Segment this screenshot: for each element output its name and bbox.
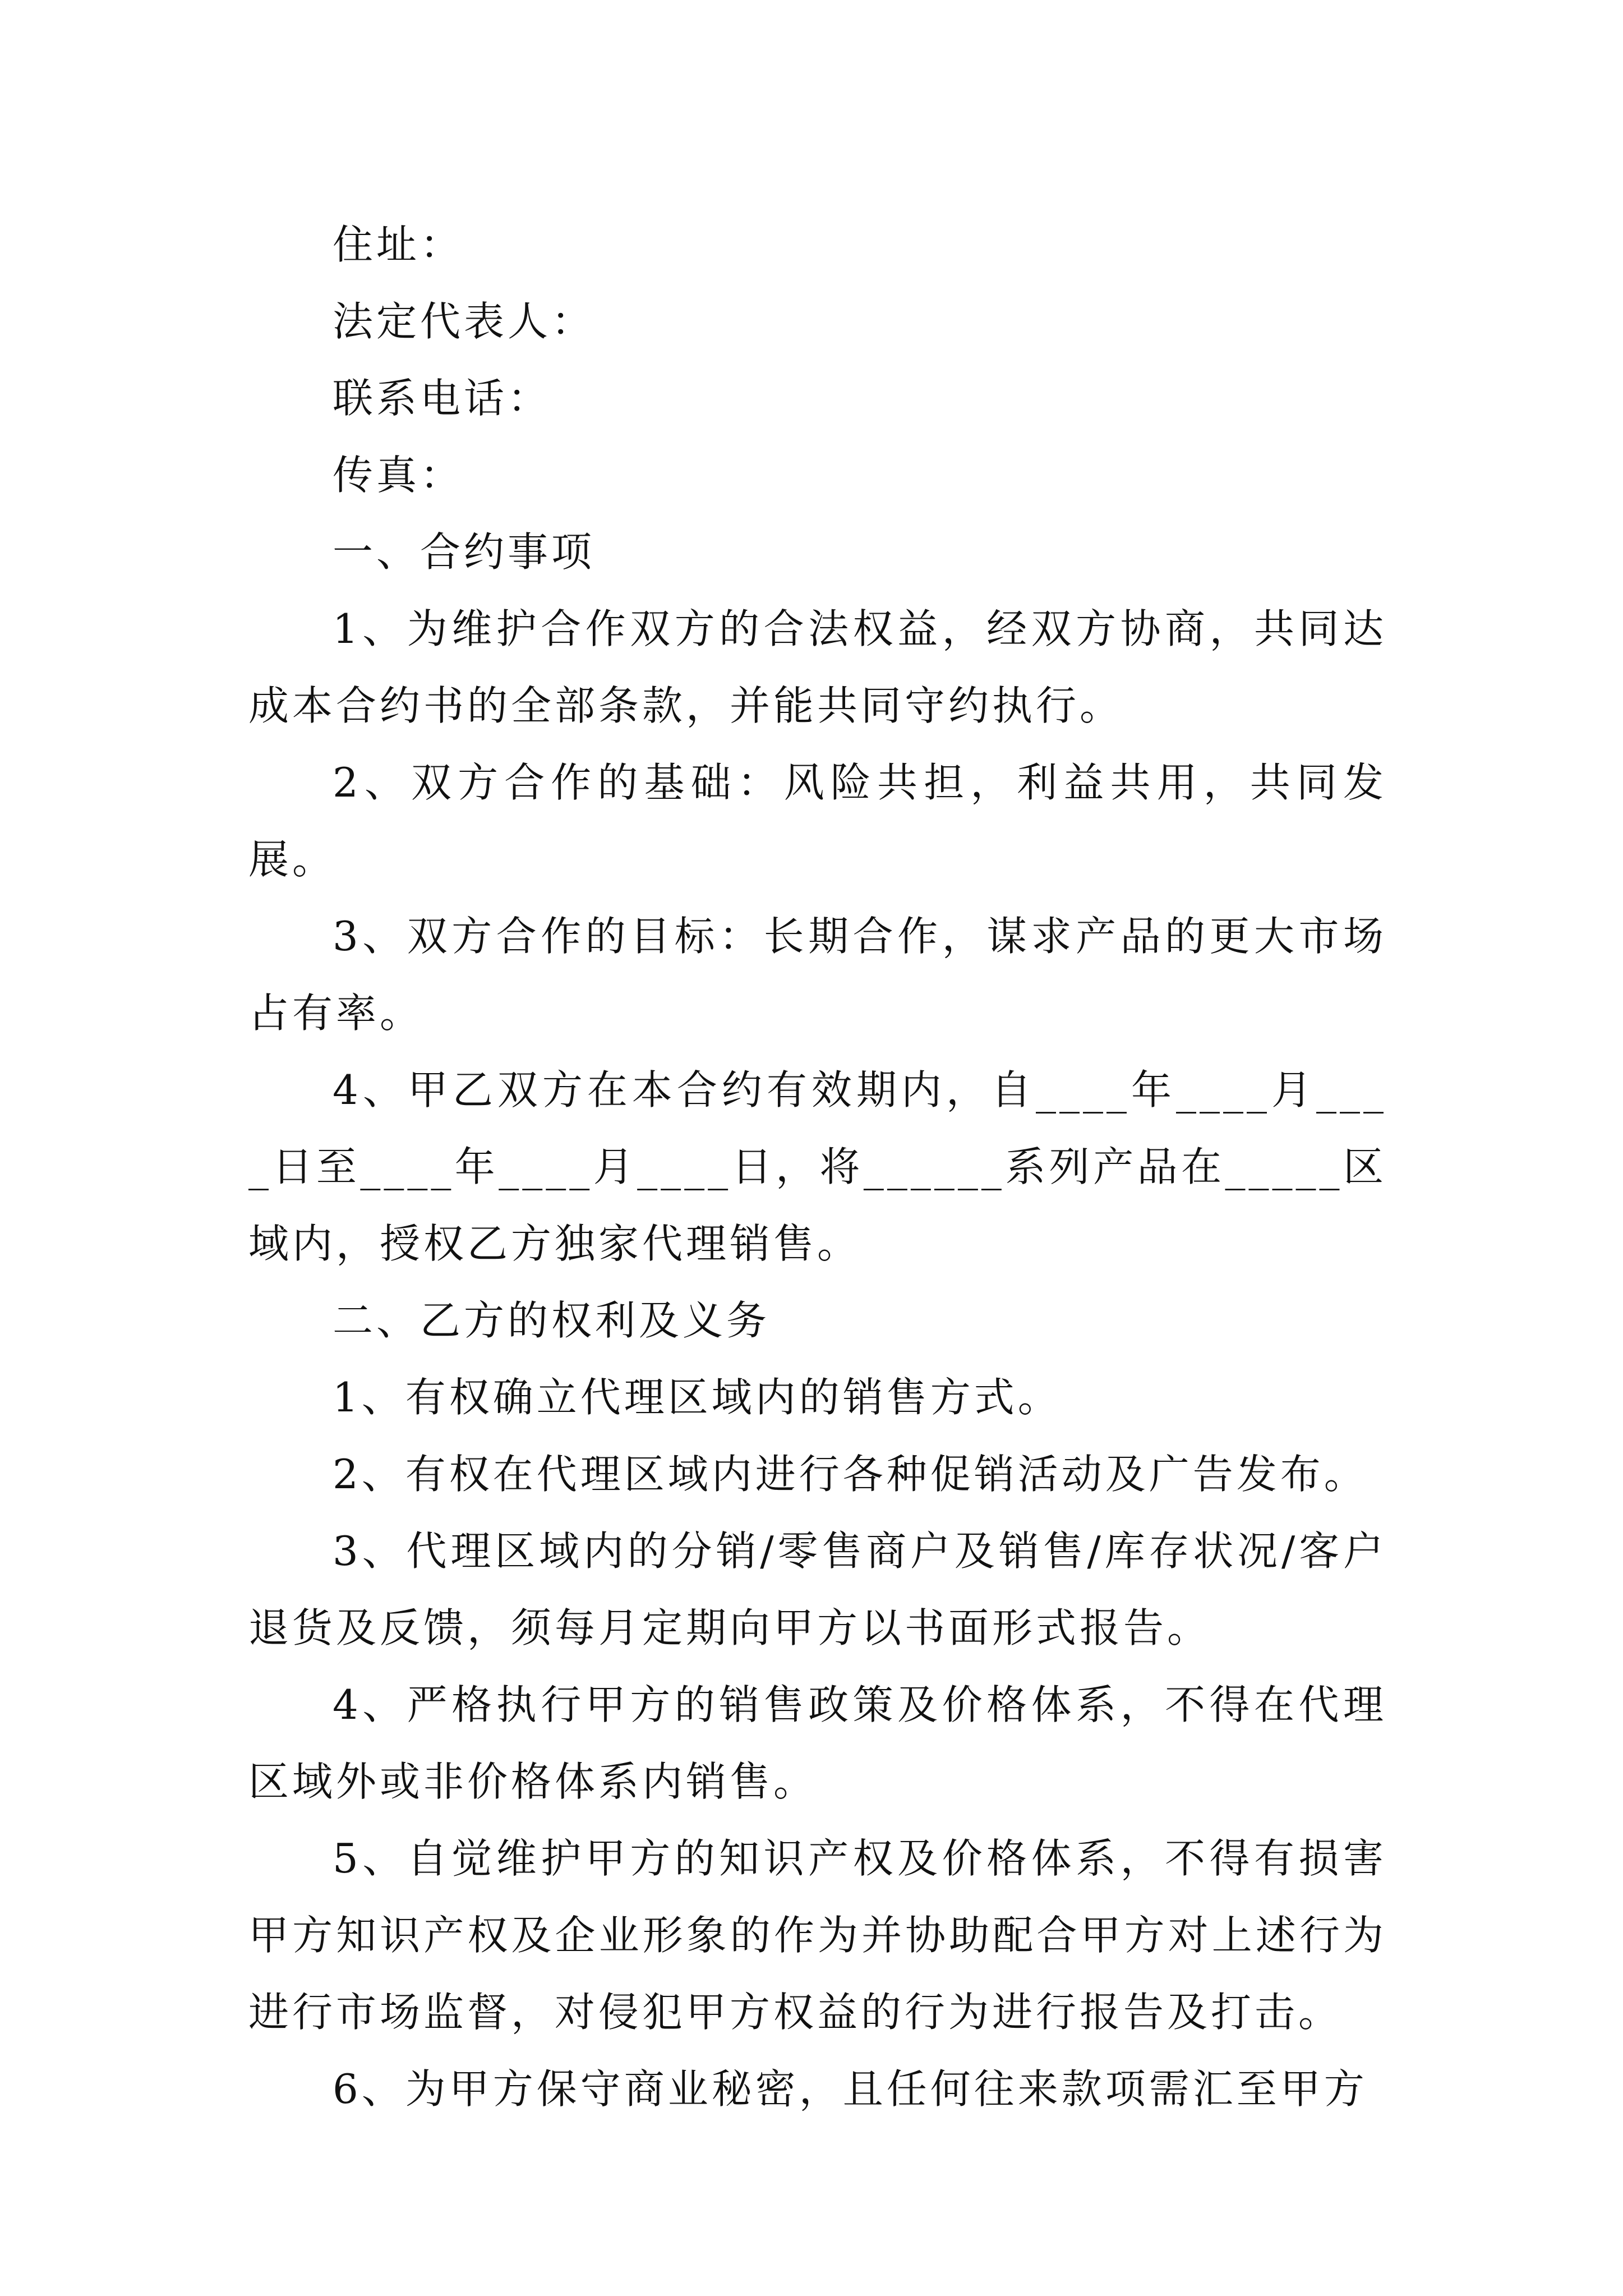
clause-2-4: 4、严格执行甲方的销售政策及价格体系，不得在代理区域外或非价格体系内销售。 bbox=[248, 1681, 1387, 1805]
clause-2-2: 2、有权在代理区域内进行各种促销活动及广告发布。 bbox=[333, 1451, 1368, 1498]
document-body bbox=[248, 206, 1387, 2128]
section-heading-party-b-rights: 二、乙方的权利及义务 bbox=[333, 1297, 771, 1344]
field-phone: 联系电话： bbox=[333, 375, 552, 422]
section-heading-contract-matters: 一、合约事项 bbox=[333, 528, 596, 576]
clause-2-1: 1、有权确立代理区域内的销售方式。 bbox=[333, 1374, 1062, 1421]
clause-2-5: 5、自觉维护甲方的知识产权及价格体系，不得有损害甲方知识产权及企业形象的作为并协助配合甲方对上述行为进行市场监督，对侵犯甲方权益的行为进行报告及打击。 bbox=[248, 1835, 1387, 2036]
field-legal-representative: 法定代表人： bbox=[333, 298, 596, 345]
field-address: 住址： bbox=[333, 221, 464, 268]
clause-2-6: 6、为甲方保守商业秘密，且任何往来款项需汇至甲方 bbox=[333, 2065, 1368, 2113]
field-fax: 传真： bbox=[333, 452, 464, 499]
clause-1-1: 1、为维护合作双方的合法权益，经双方协商，共同达成本合约书的全部条款，并能共同守约执行。 bbox=[248, 605, 1387, 729]
clause-1-3: 3、双方合作的目标：长期合作，谋求产品的更大市场占有率。 bbox=[248, 913, 1387, 1037]
clause-2-3: 3、代理区域内的分销/零售商户及销售/库存状况/客户退货及反馈，须每月定期向甲方以书面形式报告。 bbox=[248, 1527, 1387, 1651]
clause-1-4: 4、甲乙双方在本合约有效期内，自____年____月____日至____年____月____日，将______系列产品在_____区域内，授权乙方独家代理销售。 bbox=[248, 1066, 1387, 1267]
clause-1-2: 2、双方合作的基础：风险共担，利益共用，共同发展。 bbox=[248, 759, 1387, 883]
